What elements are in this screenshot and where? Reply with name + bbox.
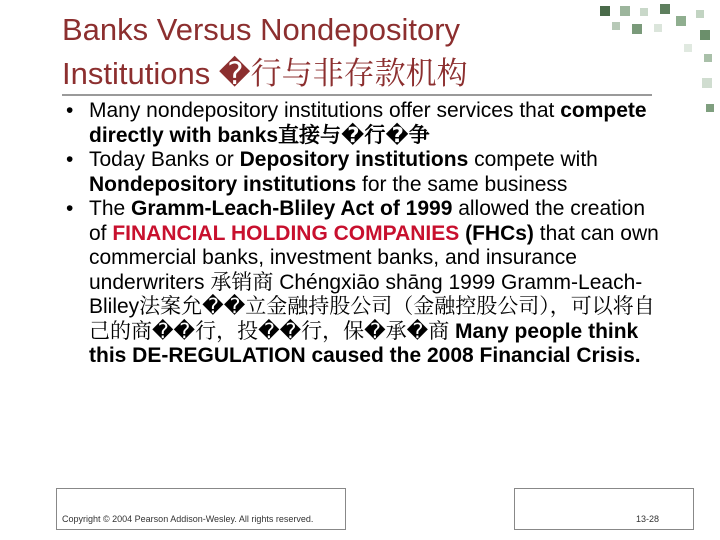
- bullet-text: that can own commercial banks, investment banks, and insurance underwriters 承销商 Chéngxiāo shāng 1999 Gramm-Leach-Bliley法案允��立金融持股公司（金融控股公司），可以将自己的商��行，投��行，保�承�商: [89, 221, 659, 343]
- title-line-2: Institutions �行与非存款机构: [62, 56, 468, 91]
- bullet-item: [62, 148, 662, 197]
- bullet-text: Many nondepository institutions offer services that: [89, 99, 561, 122]
- page-number: 13-28: [636, 514, 660, 524]
- bullet-dot: •: [66, 197, 74, 220]
- decor-square: [676, 16, 686, 26]
- act-name: Gramm-Leach-Bliley Act of 1999: [131, 197, 453, 220]
- bullet-dot: •: [66, 148, 74, 171]
- crisis-note: Many people think this DE-REGULATION caused the 2008 Financial Crisis.: [89, 319, 641, 367]
- bullet-text: for the same business: [356, 172, 568, 196]
- decor-square: [660, 4, 670, 14]
- decor-square: [684, 44, 692, 52]
- footer-box-right: [514, 488, 694, 530]
- bullet-list: [62, 99, 662, 369]
- bullet-text: allowed the creation of: [89, 197, 645, 245]
- title-line-1: Banks Versus Nondepository: [62, 12, 461, 47]
- decor-square: [696, 10, 704, 18]
- bullet-text: compete with: [468, 148, 598, 171]
- fhc-highlight: FINANCIAL HOLDING COMPANIES: [112, 221, 460, 245]
- copyright-text: Copyright © 2004 Pearson Addison-Wesley. All rights reserved.: [62, 514, 314, 524]
- bullet-text-bold: Nondepository institutions: [89, 172, 357, 196]
- bullet-text-bold: compete directly with banks直接与�行�争: [89, 99, 647, 147]
- fhc-abbrev: (FHCs): [465, 221, 534, 245]
- bullet-text: Today Banks or: [89, 148, 240, 171]
- bullet-item: [62, 197, 662, 369]
- page-title: [62, 8, 652, 96]
- bullet-text: The: [89, 197, 132, 220]
- bullet-text-bold: Depository institutions: [239, 148, 469, 171]
- decor-square: [654, 24, 662, 32]
- title-divider: [62, 94, 652, 96]
- decor-square: [704, 54, 712, 62]
- bullet-item: [62, 99, 662, 148]
- decor-square: [706, 104, 714, 112]
- decor-square: [700, 30, 710, 40]
- decor-square: [702, 78, 712, 88]
- bullet-dot: •: [66, 99, 74, 122]
